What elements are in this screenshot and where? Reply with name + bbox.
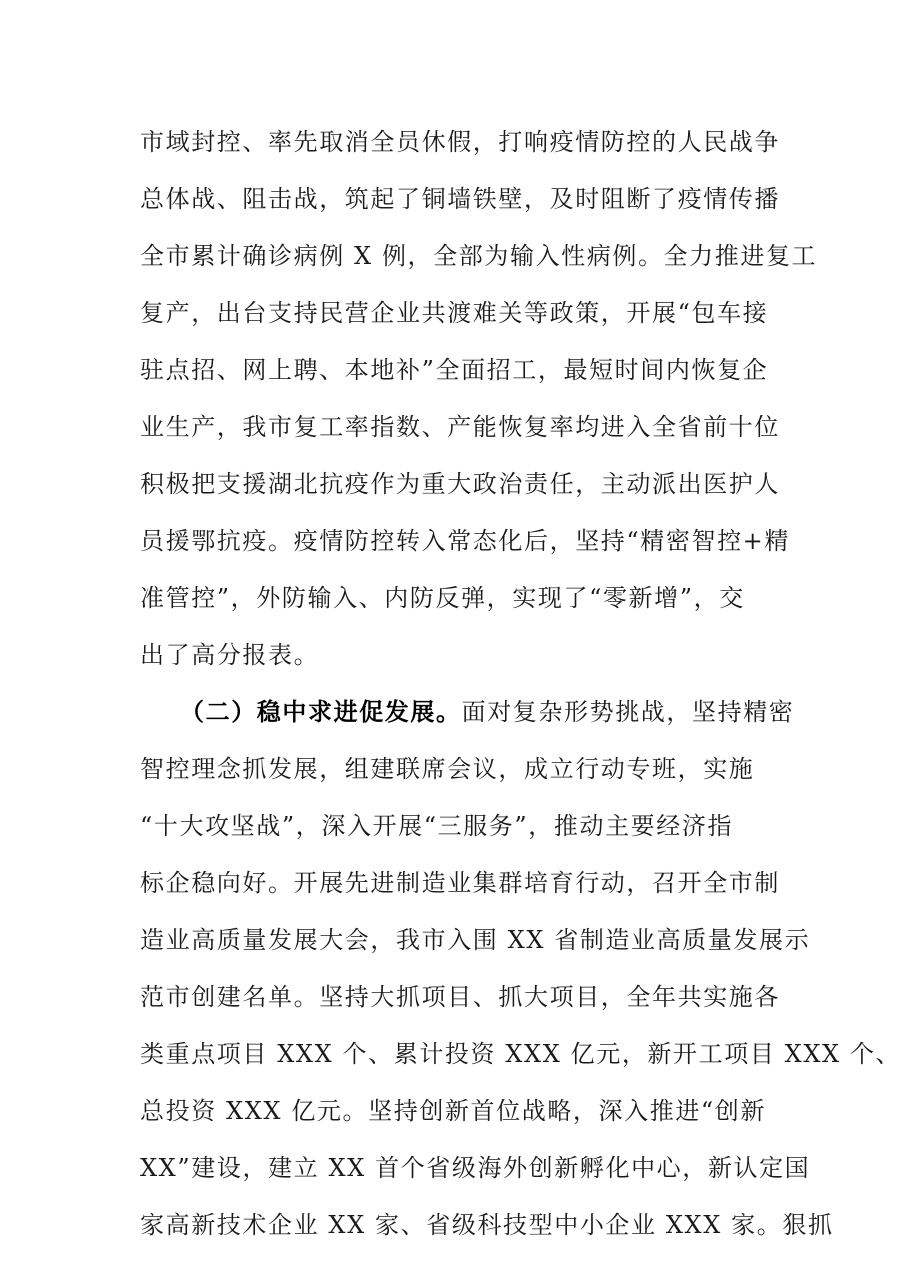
paragraph-line: 总体战、阻击战，筑起了铜墙铁壁，及时阻断了疫情传播	[140, 185, 780, 213]
paragraph-line: 业生产，我市复工率指数、产能恢复率均进入全省前十位	[140, 413, 780, 441]
paragraph-line: 范市创建名单。坚持大抓项目、抓大项目，全年共实施各	[140, 983, 780, 1011]
paragraph-line: “十大攻坚战”，深入开展“三服务”，推动主要经济指	[140, 812, 734, 840]
paragraph-line: 市域封控、率先取消全员休假，打响疫情防控的人民战争	[140, 128, 780, 156]
paragraph-line: 造业高质量发展大会，我市入围 XX 省制造业高质量发展示	[140, 926, 811, 954]
paragraph-line: 全市累计确诊病例 X 例，全部为输入性病例。全力推进复工	[140, 242, 818, 270]
paragraph-line: 家高新技术企业 XX 家、省级科技型中小企业 XXX 家。狠抓	[140, 1211, 834, 1239]
paragraph-first-line	[180, 697, 794, 727]
paragraph-line: 准管控”，外防输入、内防反弹，实现了“零新增”，交	[140, 584, 745, 612]
paragraph-line: 积极把支援湖北抗疫作为重大政治责任，主动派出医护人	[140, 470, 780, 498]
section-heading: （二）稳中求进促发展。	[180, 697, 462, 726]
paragraph-line: 员援鄂抗疫。疫情防控转入常态化后，坚持“精密智控+精	[140, 527, 790, 555]
paragraph-line: 驻点招、网上聘、本地补”全面招工，最短时间内恢复企	[140, 356, 769, 384]
paragraph-line: 类重点项目 XXX 个、累计投资 XXX 亿元，新开工项目 XXX 个、	[140, 1040, 902, 1068]
paragraph-line: 标企稳向好。开展先进制造业集群培育行动，召开全市制	[140, 869, 780, 897]
paragraph-line: XX”建设，建立 XX 首个省级海外创新孵化中心，新认定国	[140, 1154, 811, 1182]
paragraph-line: 复产，出台支持民营企业共渡难关等政策，开展“包车接	[140, 299, 769, 327]
heading-followup-text: 面对复杂形势挑战，坚持精密	[461, 698, 795, 726]
paragraph-line: 出了高分报表。	[140, 641, 320, 669]
paragraph-line: 总投资 XXX 亿元。坚持创新首位战略，深入推进“创新	[140, 1097, 766, 1125]
paragraph-line: 智控理念抓发展，组建联席会议，成立行动专班，实施	[140, 755, 755, 783]
